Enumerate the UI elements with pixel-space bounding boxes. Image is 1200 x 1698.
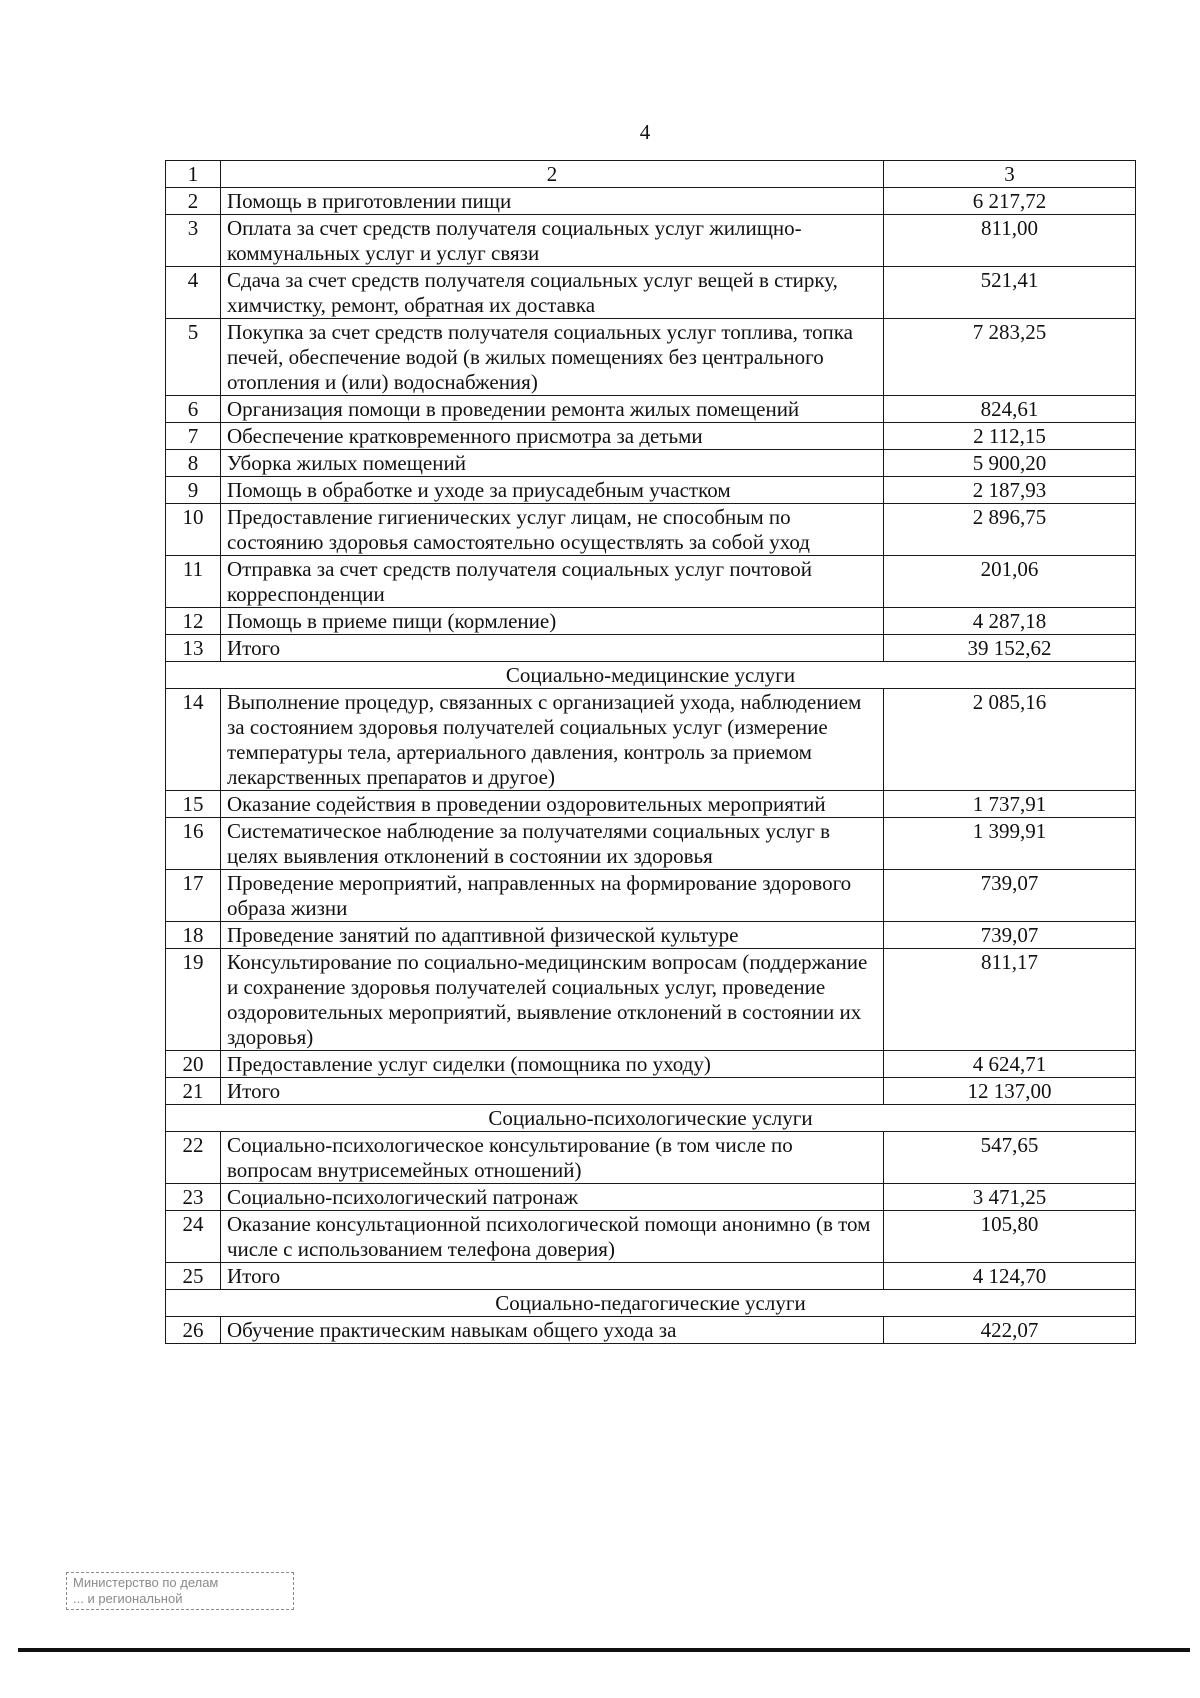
table-row — [166, 1184, 1136, 1211]
table-row — [166, 267, 1136, 319]
row-number: 25 — [166, 1263, 221, 1290]
row-number: 7 — [166, 423, 221, 450]
section-header-row — [166, 1290, 1136, 1317]
service-name: Проведение мероприятий, направленных на формирование здорового образа жизни — [221, 870, 884, 922]
row-number: 17 — [166, 870, 221, 922]
table-header-row — [166, 161, 1136, 188]
section-header-row — [166, 1105, 1136, 1132]
service-name: Итого — [221, 1263, 884, 1290]
row-number: 13 — [166, 635, 221, 662]
tariff-value: 521,41 — [884, 267, 1136, 319]
bottom-rule — [18, 1648, 1190, 1652]
row-number: 18 — [166, 922, 221, 949]
table-row — [166, 1078, 1136, 1105]
service-name: Социально-психологическое консультирование (в том числе по вопросам внутрисемейных отношений) — [221, 1132, 884, 1184]
tariff-value: 811,00 — [884, 215, 1136, 267]
tariff-value: 1 737,91 — [884, 791, 1136, 818]
row-number: 12 — [166, 608, 221, 635]
table-body — [166, 161, 1136, 1344]
row-number: 20 — [166, 1051, 221, 1078]
tariff-value: 4 624,71 — [884, 1051, 1136, 1078]
table-row — [166, 215, 1136, 267]
tariff-value: 6 217,72 — [884, 188, 1136, 215]
service-name: Оплата за счет средств получателя социальных услуг жилищно-коммунальных услуг и услуг связи — [221, 215, 884, 267]
table-row — [166, 818, 1136, 870]
tariff-value: 7 283,25 — [884, 319, 1136, 396]
row-number: 14 — [166, 689, 221, 791]
row-number: 5 — [166, 319, 221, 396]
service-name: Обучение практическим навыкам общего ухода за — [221, 1317, 884, 1344]
section-title: Социально-медицинские услуги — [166, 662, 1136, 689]
tariff-value: 4 124,70 — [884, 1263, 1136, 1290]
tariff-value: 2 187,93 — [884, 477, 1136, 504]
tariff-value: 739,07 — [884, 870, 1136, 922]
tariff-value: 5 900,20 — [884, 450, 1136, 477]
service-name: Систематическое наблюдение за получателями социальных услуг в целях выявления отклонений в состоянии их здоровья — [221, 818, 884, 870]
stamp-line-2: ... и региональной — [73, 1591, 183, 1606]
service-name: Предоставление гигиенических услуг лицам, не способным по состоянию здоровья самостоятельно осуществлять за собой уход — [221, 504, 884, 556]
table-row — [166, 689, 1136, 791]
service-name: Выполнение процедур, связанных с организацией ухода, наблюдением за состоянием здоровья получателей социальных услуг (измерение температуры тела, артериального давления, контроль за приемом лекарственных препаратов и другое) — [221, 689, 884, 791]
service-name: Предоставление услуг сиделки (помощника по уходу) — [221, 1051, 884, 1078]
row-number: 24 — [166, 1211, 221, 1263]
service-name: Отправка за счет средств получателя социальных услуг почтовой корреспонденции — [221, 556, 884, 608]
tariff-value: 105,80 — [884, 1211, 1136, 1263]
tariff-value: 39 152,62 — [884, 635, 1136, 662]
service-name: Социально-психологический патронаж — [221, 1184, 884, 1211]
tariff-value: 739,07 — [884, 922, 1136, 949]
table-row — [166, 791, 1136, 818]
table-row — [166, 1317, 1136, 1344]
row-number: 3 — [166, 215, 221, 267]
table-row — [166, 1051, 1136, 1078]
service-name: Оказание содействия в проведении оздоровительных мероприятий — [221, 791, 884, 818]
service-name: Обеспечение кратковременного присмотра за детьми — [221, 423, 884, 450]
service-name: Организация помощи в проведении ремонта жилых помещений — [221, 396, 884, 423]
header-col-3: 3 — [884, 161, 1136, 188]
table-row — [166, 450, 1136, 477]
service-name: Помощь в приеме пищи (кормление) — [221, 608, 884, 635]
row-number: 15 — [166, 791, 221, 818]
tariff-value: 2 896,75 — [884, 504, 1136, 556]
header-col-2: 2 — [221, 161, 884, 188]
header-col-1: 1 — [166, 161, 221, 188]
service-name: Помощь в приготовлении пищи — [221, 188, 884, 215]
tariff-value: 811,17 — [884, 949, 1136, 1051]
tariff-value: 422,07 — [884, 1317, 1136, 1344]
row-number: 6 — [166, 396, 221, 423]
section-title: Социально-психологические услуги — [166, 1105, 1136, 1132]
row-number: 8 — [166, 450, 221, 477]
row-number: 22 — [166, 1132, 221, 1184]
tariff-value: 824,61 — [884, 396, 1136, 423]
service-name: Итого — [221, 635, 884, 662]
service-name: Проведение занятий по адаптивной физической культуре — [221, 922, 884, 949]
row-number: 19 — [166, 949, 221, 1051]
tariff-value: 2 112,15 — [884, 423, 1136, 450]
row-number: 4 — [166, 267, 221, 319]
tariff-value: 2 085,16 — [884, 689, 1136, 791]
table-row — [166, 1132, 1136, 1184]
tariff-value: 3 471,25 — [884, 1184, 1136, 1211]
service-name: Консультирование по социально-медицинским вопросам (поддержание и сохранение здоровья получателей социальных услуг, проведение оздоровительных мероприятий, выявление отклонений в состоянии их здоровья) — [221, 949, 884, 1051]
row-number: 23 — [166, 1184, 221, 1211]
table-row — [166, 477, 1136, 504]
service-name: Помощь в обработке и уходе за приусадебным участком — [221, 477, 884, 504]
table-row — [166, 922, 1136, 949]
row-number: 21 — [166, 1078, 221, 1105]
table-row — [166, 319, 1136, 396]
section-header-row — [166, 662, 1136, 689]
row-number: 10 — [166, 504, 221, 556]
stamp-line-1: Министерство по делам — [73, 1575, 219, 1590]
table-row — [166, 396, 1136, 423]
table-row — [166, 504, 1136, 556]
table-row — [166, 608, 1136, 635]
tariff-value: 4 287,18 — [884, 608, 1136, 635]
service-name: Покупка за счет средств получателя социальных услуг топлива, топка печей, обеспечение водой (в жилых помещениях без центрального отопления и (или) водоснабжения) — [221, 319, 884, 396]
tariff-value: 1 399,91 — [884, 818, 1136, 870]
tariff-value: 12 137,00 — [884, 1078, 1136, 1105]
page-number: 4 — [639, 120, 651, 144]
services-tariff-table — [165, 160, 1136, 1344]
table-row — [166, 870, 1136, 922]
service-name: Оказание консультационной психологической помощи анонимно (в том числе с использованием телефона доверия) — [221, 1211, 884, 1263]
row-number: 11 — [166, 556, 221, 608]
table-row — [166, 556, 1136, 608]
row-number: 16 — [166, 818, 221, 870]
ministry-stamp — [66, 1572, 294, 1610]
section-title: Социально-педагогические услуги — [166, 1290, 1136, 1317]
tariff-value: 547,65 — [884, 1132, 1136, 1184]
table-row — [166, 949, 1136, 1051]
table-row — [166, 188, 1136, 215]
service-name: Сдача за счет средств получателя социальных услуг вещей в стирку, химчистку, ремонт, обратная их доставка — [221, 267, 884, 319]
table-row — [166, 1263, 1136, 1290]
row-number: 9 — [166, 477, 221, 504]
row-number: 26 — [166, 1317, 221, 1344]
row-number: 2 — [166, 188, 221, 215]
table-row — [166, 1211, 1136, 1263]
table-row — [166, 423, 1136, 450]
table-row — [166, 635, 1136, 662]
service-name: Уборка жилых помещений — [221, 450, 884, 477]
service-name: Итого — [221, 1078, 884, 1105]
tariff-value: 201,06 — [884, 556, 1136, 608]
